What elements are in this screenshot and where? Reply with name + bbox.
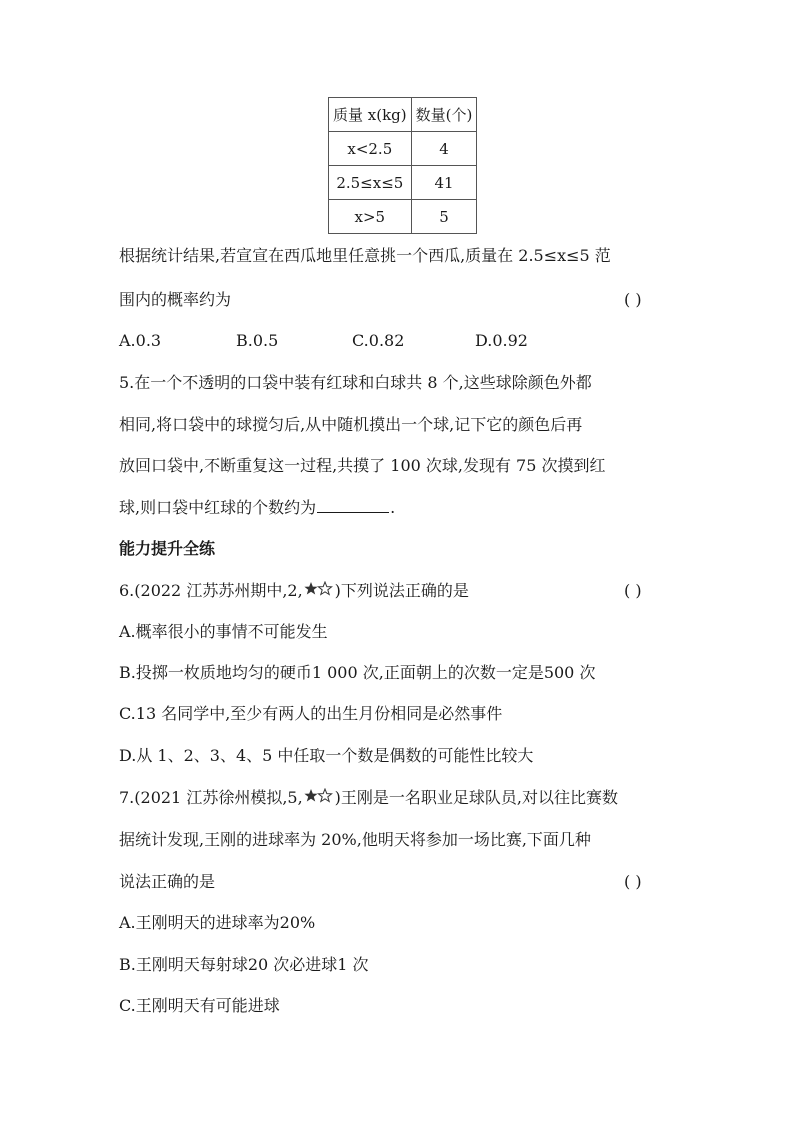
q7-stem (119, 787, 618, 809)
q5-text-line: 放回口袋中,不断重复这一过程,共摸了 100 次球,发现有 75 次摸到红 (119, 456, 606, 475)
option-a: A.概率很小的事情不可能发生 (119, 622, 328, 641)
option-c: C.13 名同学中,至少有两人的出生月份相同是必然事件 (119, 704, 503, 723)
answer-blank (317, 496, 389, 513)
option-b: B.王刚明天每射球20 次必进球1 次 (119, 955, 369, 974)
q5-line4-suffix: . (390, 498, 396, 517)
q4-text-line: 围内的概率约为 (119, 290, 232, 309)
table-cell: 2.5≤x≤5 (329, 166, 412, 200)
option-b: B.投掷一枚质地均匀的硬币1 000 次,正面朝上的次数一定是500 次 (119, 663, 596, 682)
answer-parentheses: ( ) (624, 581, 642, 600)
table-cell: x>5 (329, 200, 412, 234)
option-d: D.从 1、2、3、4、5 中任取一个数是偶数的可能性比较大 (119, 746, 534, 765)
q6-stem (119, 580, 469, 602)
q4-text-line: 根据统计结果,若宣宣在西瓜地里任意挑一个西瓜,质量在 2.5≤x≤5 范 (119, 246, 611, 265)
q5-text-line: 相同,将口袋中的球搅匀后,从中随机摸出一个球,记下它的颜色后再 (119, 415, 583, 434)
difficulty-stars-icon (304, 788, 334, 804)
option-d: D.0.92 (475, 331, 528, 350)
q5-line4-prefix: 球,则口袋中红球的个数约为 (119, 498, 317, 517)
option-c: C.0.82 (352, 331, 405, 350)
answer-parentheses: ( ) (624, 872, 642, 891)
table-row (329, 132, 477, 166)
answer-parentheses: ( ) (624, 290, 642, 309)
table-header-cell: 数量(个) (411, 98, 477, 132)
q7-source: 7.(2021 江苏徐州模拟,5, (119, 788, 303, 807)
table-header-cell: 质量 x(kg) (329, 98, 412, 132)
q7-text-line: 据统计发现,王刚的进球率为 20%,他明天将参加一场比赛,下面几种 (119, 830, 591, 849)
q5-text-line (119, 496, 395, 519)
watermelon-weight-table (328, 97, 477, 234)
q6-source: 6.(2022 江苏苏州期中,2, (119, 581, 303, 600)
table-row (329, 166, 477, 200)
table-cell: 4 (411, 132, 477, 166)
q7-text-line: 说法正确的是 (119, 872, 216, 891)
q6-question: )下列说法正确的是 (334, 581, 469, 600)
table-cell: x<2.5 (329, 132, 412, 166)
difficulty-stars-icon (304, 581, 334, 597)
table-cell: 41 (411, 166, 477, 200)
option-b: B.0.5 (236, 331, 279, 350)
option-a: A.王刚明天的进球率为20% (119, 913, 316, 932)
section-title: 能力提升全练 (119, 539, 216, 558)
q5-text-line: 5.在一个不透明的口袋中装有红球和白球共 8 个,这些球除颜色外都 (119, 373, 592, 392)
table-header-row (329, 98, 477, 132)
table-cell: 5 (411, 200, 477, 234)
table-row (329, 200, 477, 234)
q7-question: )王刚是一名职业足球队员,对以往比赛数 (334, 788, 619, 807)
option-a: A.0.3 (119, 331, 162, 350)
option-c: C.王刚明天有可能进球 (119, 996, 280, 1015)
